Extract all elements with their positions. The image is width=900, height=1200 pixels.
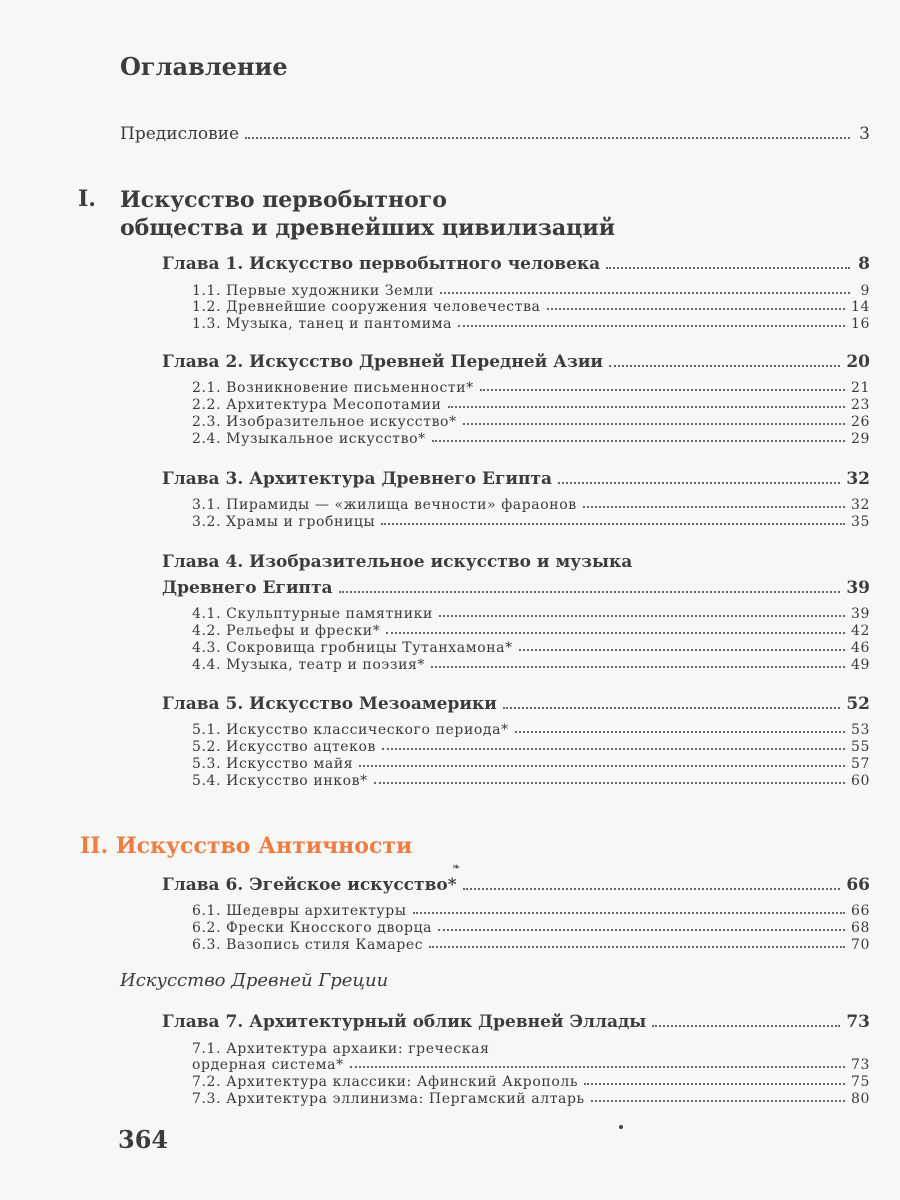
dot-leader [431,666,845,668]
entry-page: 80 [850,1091,870,1107]
entry-page: 52 [846,694,870,714]
entry-label: 7.3. Архитектура эллинизма: Пергамский алтарь [192,1091,585,1107]
toc-entry-chapter-2[interactable] [162,352,870,372]
entry-page: 9 [860,283,870,299]
dot-leader [652,1025,840,1027]
toc-entry-chapter-5[interactable] [162,694,870,714]
toc-entry-section[interactable] [192,623,870,639]
dot-leader [480,389,845,391]
entry-label: 2.3. Изобразительное искусство* [192,414,457,430]
dot-leader [583,506,845,508]
entry-page: 32 [846,469,870,489]
dot-leader [386,632,845,634]
entry-label: 3.1. Пирамиды — «жилища вечности» фараонов [192,497,577,513]
toc-entry-section[interactable] [192,606,870,622]
entry-page: 73 [846,1012,870,1032]
toc-entry-section[interactable] [192,1057,870,1073]
toc-entry-section[interactable] [192,739,870,755]
entry-page: 39 [846,578,870,598]
toc-entry-chapter-1[interactable] [162,254,870,274]
toc-entry-section[interactable] [192,920,870,936]
entry-label: 1.3. Музыка, танец и пантомима [192,316,453,332]
part-title-line2: общества и древнейших цивилизаций [120,215,616,241]
dot-leader [515,731,845,733]
dot-leader [609,365,840,367]
dot-leader [503,707,840,709]
entry-label: 1.2. Древнейшие сооружения человечества [192,299,541,315]
entry-page: 42 [850,623,870,639]
part-2-title: II. Искусство Античности [80,833,413,859]
entry-label: Глава 5. Искусство Мезоамерики [162,694,497,714]
toc-entry-chapter-3[interactable] [162,469,870,489]
entry-label: Глава 3. Архитектура Древнего Египта [162,469,553,489]
toc-entry-section[interactable] [192,756,870,772]
entry-page: 60 [850,773,870,789]
toc-entry-chapter-4[interactable] [162,578,870,598]
toc-entry-section[interactable] [192,773,870,789]
dot-leader [584,1083,845,1085]
entry-page: 21 [850,380,870,396]
toc-entry-chapter-6[interactable] [162,875,870,895]
dot-leader [519,649,845,651]
toc-entry-section[interactable] [192,903,870,919]
page-title: Оглавление [120,52,288,81]
entry-label: 4.3. Сокровища гробницы Тутанхамона* [192,640,513,656]
toc-entry-section[interactable] [192,640,870,656]
entry-page: 73 [850,1057,870,1073]
toc-entry-section[interactable] [192,397,870,413]
dot-leader [606,267,850,269]
entry-label: 2.2. Архитектура Месопотамии [192,397,442,413]
toc-entry-preface[interactable] [120,124,870,144]
toc-entry-section[interactable] [192,299,870,315]
entry-page: 75 [850,1074,870,1090]
entry-page: 55 [850,739,870,755]
toc-entry-section[interactable] [192,937,870,953]
dot-leader [429,946,845,948]
dot-leader [432,440,845,442]
toc-entry-section[interactable] [192,283,870,299]
dot-leader [438,929,845,931]
part-number: I. [78,186,96,212]
entry-page: 23 [850,397,870,413]
toc-entry-section[interactable] [192,380,870,396]
subsection-heading: Искусство Древней Греции [120,970,389,991]
entry-label: 3.2. Храмы и гробницы [192,514,376,530]
chapter-4-title-line1: Глава 4. Изобразительное искусство и музыка [162,552,633,572]
dot-leader [439,615,845,617]
dot-leader [413,912,845,914]
dot-leader [591,1100,845,1102]
dot-leader [245,137,850,139]
page-number: 364 [118,1125,169,1154]
toc-entry-section[interactable] [192,414,870,430]
dot-leader [374,782,845,784]
entry-page: 8 [858,254,870,274]
entry-label: 6.2. Фрески Кносского дворца [192,920,433,936]
dot-leader [463,888,841,890]
toc-entry-section[interactable] [192,431,870,447]
entry-label: Глава 7. Архитектурный облик Древней Эллады [162,1012,647,1032]
entry-label: 5.1. Искусство классического периода* [192,722,509,738]
entry-label: 5.4. Искусство инков* [192,773,368,789]
entry-label: 6.3. Вазопись стиля Камарес [192,937,424,953]
entry-page: 26 [850,414,870,430]
dot-leader [458,325,845,327]
toc-entry-chapter-7[interactable] [162,1012,870,1032]
toc-entry-section[interactable] [192,1074,870,1090]
entry-label: Древнего Египта [162,578,333,598]
toc-entry-section[interactable] [192,497,870,513]
toc-entry-section[interactable] [192,722,870,738]
dot-leader [339,591,841,593]
entry-page: 16 [850,316,870,332]
entry-page: 20 [846,352,870,372]
entry-page: 35 [850,514,870,530]
entry-label: 1.1. Первые художники Земли [192,283,434,299]
entry-label: Глава 1. Искусство первобытного человека [162,254,601,274]
dot-leader [382,748,845,750]
print-speck [619,1125,623,1129]
entry-label: 4.2. Рельефы и фрески* [192,623,381,639]
part-title-line1: Искусство первобытного [120,187,447,213]
dot-leader [547,308,845,310]
entry-label: 4.1. Скульптурные памятники [192,606,433,622]
entry-label: 2.4. Музыкальное искусство* [192,431,426,447]
entry-page: 14 [850,299,870,315]
entry-label: 2.1. Возникновение письменности* [192,380,474,396]
entry-label: ордерная система* [192,1057,344,1073]
dot-leader [463,423,845,425]
entry-page: 57 [850,756,870,772]
entry-page: 70 [850,937,870,953]
dot-leader [359,765,845,767]
entry-label: 7.2. Архитектура классики: Афинский Акрополь [192,1074,579,1090]
entry-label: 6.1. Шедевры архитектуры [192,903,407,919]
toc-entry-section[interactable] [192,1091,870,1107]
entry-page: 29 [850,431,870,447]
entry-label: 5.2. Искусство ацтеков [192,739,377,755]
entry-page: 68 [850,920,870,936]
section-7-1-title-line1: 7.1. Архитектура архаики: греческая [192,1041,490,1057]
dot-leader [381,523,845,525]
entry-page: 49 [850,657,870,673]
dot-leader [558,482,840,484]
entry-page: 39 [850,606,870,622]
entry-label: Глава 6. Эгейское искусство* [162,875,457,895]
entry-page: 53 [850,722,870,738]
entry-page: 32 [850,497,870,513]
entry-label: 5.3. Искусство майя [192,756,354,772]
dot-leader [350,1066,845,1068]
toc-entry-section[interactable] [192,514,870,530]
dot-leader [448,406,845,408]
entry-label: Глава 2. Искусство Древней Передней Азии [162,352,604,372]
dot-leader [440,292,850,294]
toc-entry-section[interactable] [192,316,870,332]
entry-page: 46 [850,640,870,656]
toc-entry-section[interactable] [192,657,870,673]
entry-page: 66 [850,903,870,919]
entry-page: 3 [859,124,870,144]
entry-label: 4.4. Музыка, театр и поэзия* [192,657,426,673]
ornament-icon: ❧ [452,862,461,873]
entry-page: 66 [846,875,870,895]
entry-label: Предисловие [120,124,240,144]
